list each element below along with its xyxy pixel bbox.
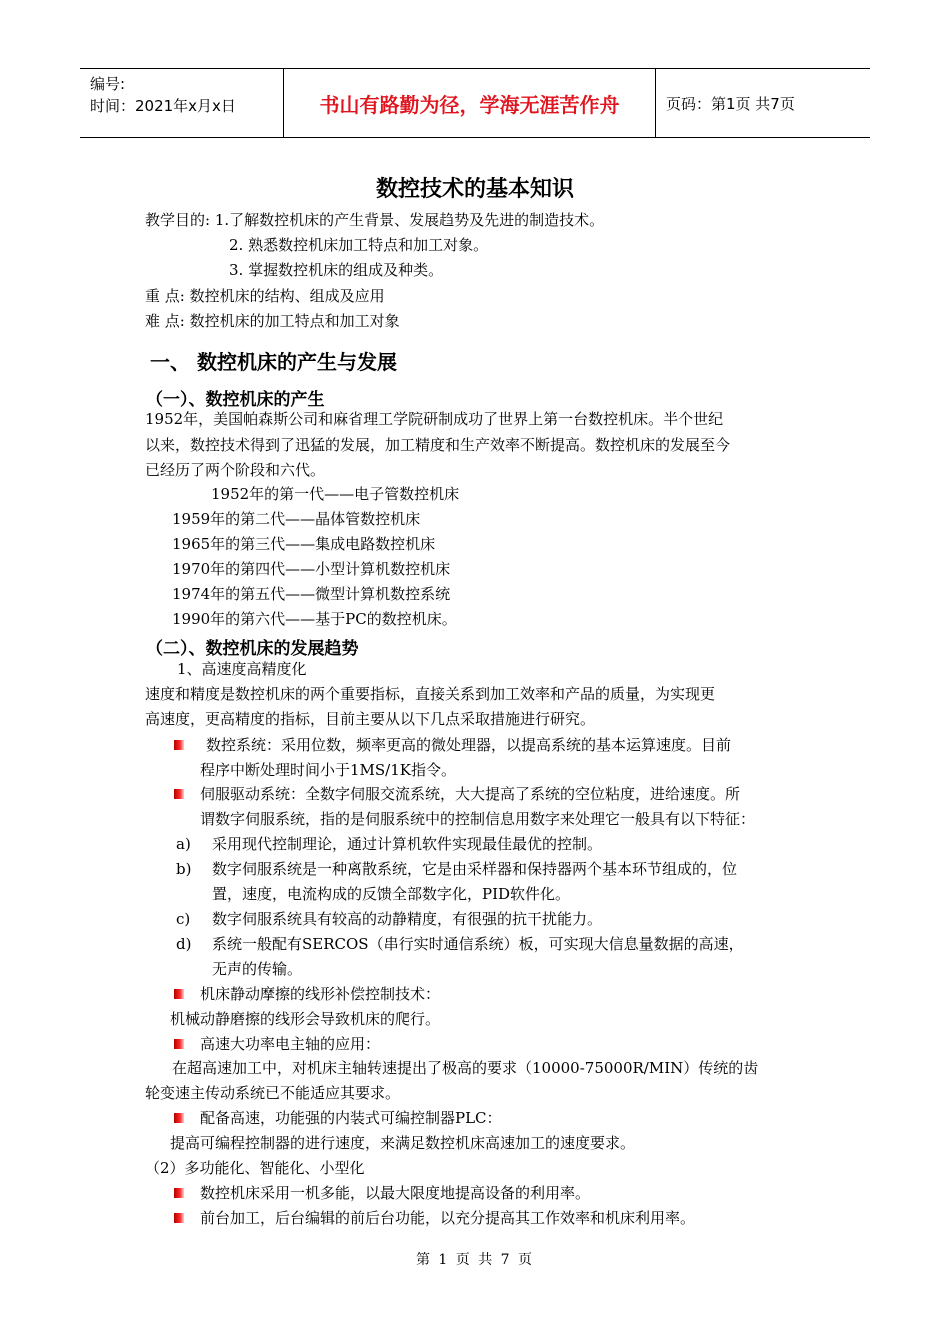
header-meta [80,69,283,137]
para-line: 提高可编程控制器的进行速度，来满足数控机床高速加工的速度要求。 [170,1134,636,1152]
generation-item: 1952年的第一代——电子管数控机床 [211,485,460,503]
trend-item-2: （2）多功能化、智能化、小型化 [145,1159,365,1177]
list-marker: a) [176,835,191,853]
list-item-d: 系统一般配有SERCOS（串行实时通信系统）板，可实现大信息量数据的高速， [212,935,744,953]
bullet-text: 谓数字伺服系统，指的是伺服系统中的控制信息用数字来处理它一般具有以下特征： [200,810,756,828]
red-bullet-icon [174,1113,184,1123]
para-line: 1952年，美国帕森斯公司和麻省理工学院研制成功了世界上第一台数控机床。半个世纪 [145,410,724,428]
header-page-info: 页码：第1页 共7页 [666,94,795,113]
header-motto: 书山有路勤为径，学海无涯苦作舟 [283,69,656,137]
page-header [80,68,870,138]
bullet-text: 机床静动摩擦的线形补偿控制技术： [200,985,441,1003]
bullet-text: 高速大功率电主轴的应用： [200,1035,381,1053]
para-line: 轮变速主传动系统已不能适应其要求。 [145,1084,401,1102]
bullet-text: 数控系统：采用位数，频率更高的微处理器，以提高系统的基本运算速度。目前 [206,736,732,754]
bullet-text: 程序中断处理时间小于1MS/1K指令。 [200,761,456,779]
para-line: 在超高速加工中，对机床主轴转速提出了极高的要求（10000-75000R/MIN）传统的齿 [172,1059,759,1077]
difficulty-line: 难 点: 数控机床的加工特点和加工对象 [145,312,400,330]
red-bullet-icon [174,1039,184,1049]
para-line: 以来，数控技术得到了迅猛的发展，加工精度和生产效率不断提高。数控机床的发展至今 [145,436,731,454]
generation-item: 1965年的第三代——集成电路数控机床 [172,535,436,553]
focus-line: 重 点: 数控机床的结构、组成及应用 [145,287,385,305]
list-item-a: 采用现代控制理论，通过计算机软件实现最佳最优的控制。 [212,835,603,853]
red-bullet-icon [174,989,184,999]
list-item-d: 无声的传输。 [212,960,303,978]
objective-line-1: 教学目的: 1.了解数控机床的产生背景、发展趋势及先进的制造技术。 [145,211,605,229]
number-label: 编号: [90,75,126,93]
subsection-1-heading: （一）、数控机床的产生 [146,390,325,410]
generation-item: 1970年的第四代——小型计算机数控机床 [172,560,451,578]
bullet-text: 前台加工，后台编辑的前后台功能，以充分提高其工作效率和机床利用率。 [200,1209,696,1227]
bullet-text: 数控机床采用一机多能，以最大限度地提高设备的利用率。 [200,1184,591,1202]
list-marker: d) [176,935,192,953]
red-bullet-icon [174,1188,184,1198]
para-line: 机械动静磨擦的线形会导致机床的爬行。 [170,1010,441,1028]
red-bullet-icon [174,740,184,750]
para-line: 已经历了两个阶段和六代。 [145,461,326,479]
generation-item: 1959年的第二代——晶体管数控机床 [172,510,421,528]
subsection-2-heading: （二）、数控机床的发展趋势 [146,639,359,659]
trend-item-1: 1、高速度高精度化 [177,660,307,678]
para-line: 速度和精度是数控机床的两个重要指标，直接关系到加工效率和产品的质量，为实现更 [145,685,716,703]
objective-line-3: 3. 掌握数控机床的组成及种类。 [229,261,444,279]
para-line: 高速度，更高精度的指标，目前主要从以下几点采取措施进行研究。 [145,710,596,728]
page-title: 数控技术的基本知识 [375,177,574,202]
bullet-text: 配备高速，功能强的内装式可编控制器PLC： [200,1109,502,1127]
list-item-b: 置，速度，电流构成的反馈全部数字化，PID软件化。 [212,885,571,903]
list-marker: c) [176,910,191,928]
list-item-b: 数字伺服系统是一种离散系统，它是由采样器和保持器两个基本环节组成的，位 [212,860,738,878]
generation-item: 1990年的第六代——基于PC的数控机床。 [172,610,457,628]
generation-item: 1974年的第五代——微型计算机数控系统 [172,585,451,603]
time-label: 时间：2021年x月x日 [90,97,236,115]
section-1-heading: 一、 数控机床的产生与发展 [150,350,397,374]
red-bullet-icon [174,789,184,799]
page-footer: 第 1 页 共 7 页 [415,1252,535,1268]
red-bullet-icon [174,1213,184,1223]
list-item-c: 数字伺服系统具有较高的动静精度，有很强的抗干扰能力。 [212,910,603,928]
list-marker: b) [176,860,192,878]
objective-line-2: 2. 熟悉数控机床加工特点和加工对象。 [229,236,489,254]
bullet-text: 伺服驱动系统：全数字伺服交流系统，大大提高了系统的空位粘度，进给速度。所 [200,785,741,803]
